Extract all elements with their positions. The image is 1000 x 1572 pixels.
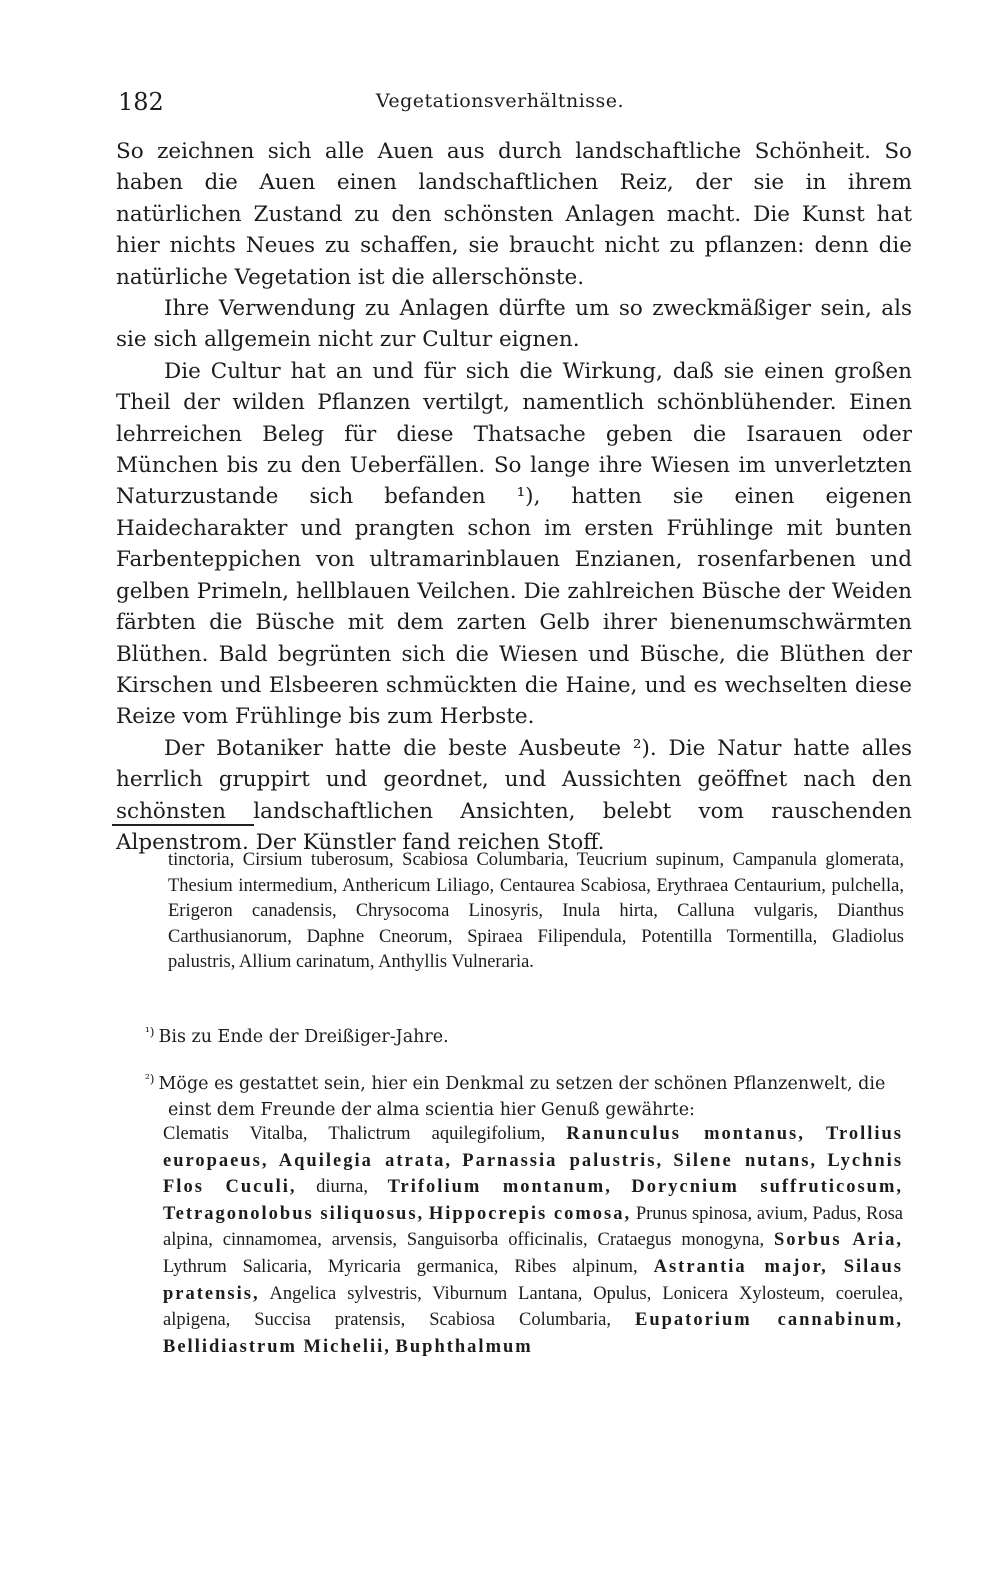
- species-name-spaced: Trifolium montanum,: [387, 1177, 612, 1198]
- footnote-2-text-a: Möge es gestattet sein, hier ein Denkmal zu setzen der schönen Pflanzenwelt, die: [158, 1074, 886, 1094]
- species-name-spaced: Astrantia major,: [653, 1256, 828, 1277]
- species-name-spaced: Eupatorium cannabinum,: [635, 1310, 903, 1331]
- species-text: [452, 1151, 462, 1171]
- species-name-spaced: Silene nutans,: [673, 1150, 818, 1171]
- species-text: [663, 1151, 673, 1171]
- paragraph: So zeichnen sich alle Auen aus durch landschaftliche Schönheit. So haben die Auen einen landschaftlichen Reiz, der sie in ihrem natürlichen Zustand zu den schönsten Anlagen macht. Die Kunst hat hier nichts Neues zu schaffen, sie braucht nicht zu pflanzen: denn die natürliche Vegetation ist die allerschönste.: [116, 139, 912, 290]
- paragraph: Ihre Verwendung zu Anlagen dürfte um so zweckmäßiger sein, als sie sich allgemein nicht zur Cultur eignen.: [116, 296, 912, 353]
- footnote-continuation: tinctoria, Cirsium tuberosum, Scabiosa Columbaria, Teucrium supinum, Campanula glomerata, Thesium intermedium, Anthericum Liliago, Centaurea Scabiosa, Erythraea Centaurium, pulchella, Erigeron canadensis, Chrysocoma Linosyris, Inula hirta, Calluna vulgaris, Dianthus Carthusianorum, Daphne Cneorum, Spiraea Filipendula, Potentilla Tormentilla, Gladiolus palustris, Allium carinatum, Anthyllis Vulneraria.: [168, 850, 904, 973]
- species-name-spaced: Sorbus Aria,: [774, 1230, 903, 1251]
- species-name-spaced: Silaus pratensis,: [163, 1256, 903, 1304]
- footnote-1-text: Bis zu Ende der Dreißiger-Jahre.: [158, 1027, 449, 1047]
- page-number: 182: [118, 88, 164, 116]
- species-text: [269, 1151, 279, 1171]
- paragraph: Der Botaniker hatte die beste Ausbeute ²). Die Natur hatte alles herrlich gruppirt und geordnet, und Aussichten geöffnet nach den schönsten landschaftlichen Ansichten, belebt vom rauschenden Alpenstrom. Der Künstler fand reichen Stoff.: [116, 735, 912, 855]
- species-text: Lythrum Salicaria, Myricaria germanica, Ribes alpinum,: [163, 1256, 654, 1277]
- footnote-2-text-b: einst dem Freunde der alma scientia hier Genuß gewährte:: [168, 1099, 695, 1120]
- running-title: Vegetationsverhältnisse.: [375, 90, 625, 112]
- species-text: [612, 1177, 632, 1197]
- species-text: [828, 1257, 844, 1277]
- footnote-1: [145, 1020, 905, 1051]
- species-name-spaced: Parnassia palustris,: [462, 1150, 664, 1171]
- species-text: Angelica sylvestris, Viburnum Lantana, Opulus, Lonicera Xylosteum, coerulea, alpigena, Succisa pratensis, Scabiosa Columbaria,: [163, 1283, 903, 1331]
- species-name-spaced: Trollius europaeus,: [163, 1124, 903, 1171]
- species-name-spaced: Ranunculus montanus,: [566, 1124, 805, 1144]
- species-name-spaced: Dorycnium suffruticosum,: [631, 1177, 904, 1198]
- species-text: Clematis Vitalba, Thalictrum aquilegifolium,: [163, 1124, 567, 1144]
- paragraph: Die Cultur hat an und für sich die Wirkung, daß sie einen großen Theil der wilden Pflanzen vertilgt, namentlich schönblühender. Einen lehrreichen Beleg für diese Thatsache geben die Isarauen oder München bis zu den Ueberfällen. So lange ihre Wiesen im unverletzten Naturzustande sich befanden ¹), hatten sie einen eigenen Haidecharakter und prangten schon im ersten Frühlinge mit bunten Farbenteppichen von ultramarinblauen Enzianen, rosenfarbenen und gelben Primeln, hellblauen Veilchen. Die zahlreichen Büsche der Weiden färbten die Büsche mit dem zarten Gelb ihrer bienenumschwärmten Blüthen. Bald begrünten sich die Wiesen und Büsche, die Blüthen der Kirschen und Elsbeeren schmückten die Haine, und es wechselten diese Reize vom Frühlinge bis zum Herbste.: [116, 358, 912, 730]
- species-text: diurna,: [296, 1177, 388, 1198]
- main-text: [116, 136, 912, 858]
- species-name-spaced: Lychnis Flos Cuculi,: [163, 1150, 904, 1198]
- footnote-divider: [112, 824, 254, 826]
- species-name-spaced: Buphthalmum: [395, 1336, 533, 1357]
- species-name-spaced: Hippocrepis comosa,: [428, 1203, 632, 1224]
- species-text: Prunus spinosa, avium, Padus, Rosa alpina, cinnamomea, arvensis, Sanguisorba officinalis, Crataegus monogyna,: [163, 1203, 903, 1251]
- species-text: [817, 1151, 827, 1171]
- footnote-2: [145, 1067, 905, 1123]
- footnote-1-mark: ¹): [145, 1025, 155, 1039]
- species-name-spaced: Bellidiastrum Michelii,: [163, 1336, 391, 1357]
- species-name-spaced: Aquilegia atrata,: [278, 1150, 453, 1171]
- species-name-spaced: Tetragonolobus siliquosus,: [163, 1203, 425, 1224]
- footnote-2-mark: ²): [145, 1072, 155, 1086]
- species-text: [805, 1124, 826, 1144]
- species-list: [163, 1121, 903, 1360]
